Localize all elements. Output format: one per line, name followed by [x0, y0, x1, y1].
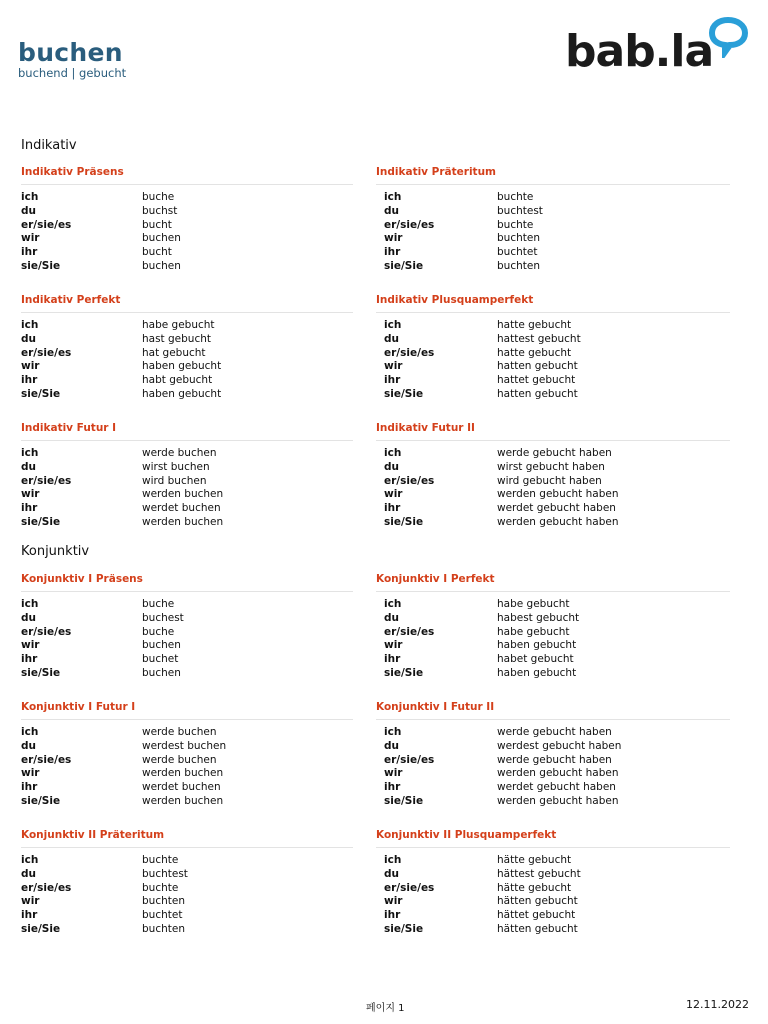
verb-form: buchten: [497, 259, 540, 272]
pronoun: wir: [21, 232, 40, 245]
conjugation-row: [21, 232, 353, 246]
verb-form: werden buchen: [142, 488, 224, 501]
conjugation-row: [376, 347, 730, 361]
tense-title: Konjunktiv I Futur I: [21, 701, 136, 713]
conjugation-row: [21, 868, 353, 882]
pronoun: wir: [384, 488, 403, 501]
pronoun: sie/Sie: [384, 515, 424, 528]
pronoun: ich: [21, 854, 39, 866]
verb-form: werden buchen: [142, 767, 224, 780]
verb-form: buchte: [142, 854, 179, 866]
conjugation-row: [376, 781, 730, 795]
verb-form: buchten: [142, 922, 185, 935]
verb-form: wird buchen: [142, 474, 207, 487]
pronoun: sie/Sie: [384, 922, 424, 935]
verb-form: buche: [142, 598, 175, 610]
verb-form: buchen: [142, 232, 181, 245]
conjugation-row: [376, 854, 730, 868]
verb-form: hatte gebucht: [497, 346, 572, 359]
conjugation-row: [21, 767, 353, 781]
conjugation-row: [376, 767, 730, 781]
verb-form: werde gebucht haben: [497, 753, 612, 766]
conjugation-row: [21, 740, 353, 754]
verb-form: wird gebucht haben: [497, 474, 602, 487]
verb-form: werde buchen: [142, 753, 217, 766]
pronoun: wir: [384, 232, 403, 245]
verb-form: buchte: [497, 218, 534, 231]
conjugation-row: [21, 667, 353, 681]
verb-form: habest gebucht: [497, 611, 580, 624]
conjugation-row: [376, 260, 730, 274]
tense-block: [21, 420, 353, 530]
conjugation-row: [21, 781, 353, 795]
verb-form: werdest gebucht haben: [497, 739, 622, 752]
verb-form: habe gebucht: [497, 625, 570, 638]
pronoun: er/sie/es: [384, 346, 435, 359]
mood-heading-konjunktiv: Konjunktiv: [21, 544, 90, 559]
tense-block: [376, 827, 730, 937]
verb-form: hättet gebucht: [497, 909, 576, 922]
verb-form: buchen: [142, 666, 181, 679]
verb-form: hätte gebucht: [497, 854, 572, 866]
verb-form: haben gebucht: [497, 666, 577, 679]
pronoun: ihr: [384, 909, 401, 922]
tense-title: Konjunktiv II Plusquamperfekt: [376, 829, 557, 841]
verb-form: habe gebucht: [497, 598, 570, 610]
pronoun: er/sie/es: [384, 218, 435, 231]
verb-form: werde gebucht haben: [497, 726, 612, 738]
pronoun: du: [384, 332, 399, 345]
tense-title: Konjunktiv I Präsens: [21, 573, 143, 585]
verb-form: werden gebucht haben: [497, 488, 619, 501]
verb-form: buchst: [142, 204, 178, 217]
pronoun: du: [384, 739, 399, 752]
divider: [376, 184, 730, 185]
divider: [376, 719, 730, 720]
verb-form: hatten gebucht: [497, 387, 578, 400]
divider: [376, 847, 730, 848]
pronoun: sie/Sie: [21, 259, 61, 272]
conjugation-row: [21, 854, 353, 868]
verb-form: buche: [142, 191, 175, 203]
pronoun: sie/Sie: [21, 666, 61, 679]
pronoun: er/sie/es: [384, 753, 435, 766]
pronoun: ich: [21, 598, 39, 610]
conjugation-row: [21, 795, 353, 809]
tense-title: Indikativ Futur I: [21, 422, 117, 434]
pronoun: du: [21, 204, 36, 217]
verb-form: werde gebucht haben: [497, 447, 612, 459]
conjugation-row: [376, 868, 730, 882]
pronoun: wir: [21, 767, 40, 780]
tense-block: [21, 292, 353, 402]
conjugation-row: [21, 909, 353, 923]
verb-form: hättest gebucht: [497, 867, 581, 880]
verb-form: hatte gebucht: [497, 319, 572, 331]
verb-form: wirst buchen: [142, 460, 210, 473]
tense-title: Indikativ Perfekt: [21, 294, 121, 306]
conjugation-row: [21, 598, 353, 612]
verb-form: hatten gebucht: [497, 360, 578, 373]
conjugation-row: [21, 191, 353, 205]
divider: [376, 440, 730, 441]
pronoun: ihr: [384, 502, 401, 515]
conjugation-row: [376, 388, 730, 402]
conjugation-row: [376, 754, 730, 768]
pronoun: wir: [384, 360, 403, 373]
tense-block: [21, 571, 353, 681]
conjugation-row: [376, 219, 730, 233]
verb-participles: buchend | gebucht: [18, 66, 127, 80]
conjugation-row: [21, 360, 353, 374]
pronoun: sie/Sie: [384, 794, 424, 807]
verb-form: werde buchen: [142, 726, 217, 738]
verb-form: bucht: [142, 246, 172, 259]
divider: [376, 312, 730, 313]
pronoun: er/sie/es: [21, 753, 72, 766]
pronoun: du: [21, 867, 36, 880]
verb-form: werde buchen: [142, 447, 217, 459]
pronoun: du: [21, 332, 36, 345]
conjugation-row: [376, 639, 730, 653]
verb-form: buchtest: [142, 867, 188, 880]
divider: [21, 591, 353, 592]
tense-title: Konjunktiv II Präteritum: [21, 829, 165, 841]
conjugation-row: [376, 374, 730, 388]
pronoun: ich: [384, 447, 402, 459]
conjugation-row: [376, 626, 730, 640]
conjugation-row: [376, 740, 730, 754]
conjugation-row: [21, 612, 353, 626]
pronoun: wir: [21, 895, 40, 908]
verb-form: buchtest: [497, 204, 543, 217]
pronoun: du: [21, 611, 36, 624]
pronoun: ihr: [21, 246, 38, 259]
verb-form: buchten: [142, 895, 185, 908]
babla-logo[interactable]: [565, 16, 755, 82]
pronoun: ihr: [21, 653, 38, 666]
verb-form: werden gebucht haben: [497, 794, 619, 807]
pronoun: ich: [384, 854, 402, 866]
verb-form: habet gebucht: [497, 653, 574, 666]
pronoun: sie/Sie: [384, 259, 424, 272]
tense-title: Indikativ Präsens: [21, 166, 124, 178]
conjugation-row: [376, 461, 730, 475]
tense-title: Konjunktiv I Futur II: [376, 701, 495, 713]
pronoun: du: [384, 204, 399, 217]
conjugation-row: [21, 260, 353, 274]
conjugation-row: [376, 319, 730, 333]
verb-form: buchten: [497, 232, 540, 245]
verb-form: hast gebucht: [142, 332, 212, 345]
conjugation-row: [21, 475, 353, 489]
conjugation-row: [21, 923, 353, 937]
pronoun: ihr: [384, 374, 401, 387]
tense-block: [21, 827, 353, 937]
conjugation-row: [21, 347, 353, 361]
conjugation-row: [21, 882, 353, 896]
pronoun: du: [21, 739, 36, 752]
tense-block: [376, 164, 730, 274]
divider: [21, 312, 353, 313]
verb-form: werden gebucht haben: [497, 767, 619, 780]
pronoun: du: [384, 867, 399, 880]
pronoun: ihr: [21, 374, 38, 387]
pronoun: wir: [384, 639, 403, 652]
conjugation-row: [21, 726, 353, 740]
pronoun: du: [384, 460, 399, 473]
conjugation-row: [376, 726, 730, 740]
conjugation-row: [21, 374, 353, 388]
pronoun: wir: [21, 360, 40, 373]
verb-form: werden buchen: [142, 515, 224, 528]
conjugation-row: [21, 246, 353, 260]
conjugation-row: [376, 923, 730, 937]
tense-block: [21, 699, 353, 809]
pronoun: wir: [21, 488, 40, 501]
conjugation-row: [376, 360, 730, 374]
tense-block: [376, 292, 730, 402]
conjugation-row: [21, 219, 353, 233]
verb-form: werdet gebucht haben: [497, 502, 616, 515]
conjugation-row: [376, 191, 730, 205]
verb-form: werden gebucht haben: [497, 515, 619, 528]
pronoun: er/sie/es: [21, 474, 72, 487]
conjugation-row: [376, 909, 730, 923]
tense-title: Indikativ Futur II: [376, 422, 475, 434]
pronoun: er/sie/es: [21, 218, 72, 231]
pronoun: ihr: [21, 909, 38, 922]
conjugation-row: [21, 639, 353, 653]
conjugation-row: [376, 205, 730, 219]
conjugation-row: [376, 488, 730, 502]
conjugation-row: [376, 612, 730, 626]
pronoun: sie/Sie: [21, 387, 61, 400]
conjugation-row: [21, 516, 353, 530]
verb-form: habe gebucht: [142, 319, 215, 331]
pronoun: ich: [21, 447, 39, 459]
conjugation-row: [21, 333, 353, 347]
pronoun: er/sie/es: [21, 881, 72, 894]
pronoun: wir: [21, 639, 40, 652]
pronoun: sie/Sie: [21, 794, 61, 807]
pronoun: sie/Sie: [21, 922, 61, 935]
pronoun: ihr: [21, 502, 38, 515]
conjugation-row: [21, 754, 353, 768]
verb-title: buchen: [18, 38, 123, 67]
verb-form: bucht: [142, 218, 172, 231]
divider: [21, 184, 353, 185]
pronoun: er/sie/es: [384, 881, 435, 894]
conjugation-row: [376, 516, 730, 530]
logo-text: bab.la: [565, 26, 714, 77]
conjugation-row: [21, 205, 353, 219]
divider: [21, 440, 353, 441]
speech-bubble-icon: [705, 16, 751, 58]
pronoun: ihr: [384, 781, 401, 794]
divider: [21, 719, 353, 720]
pronoun: er/sie/es: [384, 474, 435, 487]
pronoun: sie/Sie: [21, 515, 61, 528]
pronoun: sie/Sie: [384, 666, 424, 679]
conjugation-row: [21, 319, 353, 333]
conjugation-row: [376, 895, 730, 909]
verb-form: haben gebucht: [142, 387, 222, 400]
conjugation-row: [21, 502, 353, 516]
pronoun: ich: [384, 598, 402, 610]
pronoun: er/sie/es: [384, 625, 435, 638]
verb-form: buchte: [497, 191, 534, 203]
verb-form: buche: [142, 625, 175, 638]
verb-form: werden buchen: [142, 794, 224, 807]
conjugation-row: [21, 388, 353, 402]
verb-form: hätten gebucht: [497, 895, 578, 908]
tense-title: Indikativ Plusquamperfekt: [376, 294, 534, 306]
verb-form: buchest: [142, 611, 184, 624]
verb-form: haben gebucht: [142, 360, 222, 373]
conjugation-row: [376, 447, 730, 461]
conjugation-row: [376, 795, 730, 809]
verb-form: buchtet: [142, 909, 183, 922]
conjugation-row: [376, 232, 730, 246]
conjugation-row: [376, 502, 730, 516]
tense-block: [376, 571, 730, 681]
pronoun: ich: [21, 726, 39, 738]
pronoun: ich: [21, 191, 39, 203]
conjugation-row: [376, 667, 730, 681]
pronoun: wir: [384, 895, 403, 908]
tense-block: [21, 164, 353, 274]
conjugation-row: [21, 447, 353, 461]
conjugation-row: [21, 653, 353, 667]
verb-form: haben gebucht: [497, 639, 577, 652]
tense-block: [376, 699, 730, 809]
mood-heading-indikativ: Indikativ: [21, 138, 77, 153]
verb-form: werdet buchen: [142, 781, 221, 794]
divider: [21, 847, 353, 848]
verb-form: hattet gebucht: [497, 374, 576, 387]
verb-form: hätten gebucht: [497, 922, 578, 935]
pronoun: ich: [384, 319, 402, 331]
pronoun: du: [21, 460, 36, 473]
verb-form: wirst gebucht haben: [497, 460, 605, 473]
conjugation-row: [21, 626, 353, 640]
pronoun: er/sie/es: [21, 346, 72, 359]
conjugation-row: [376, 475, 730, 489]
pronoun: ihr: [21, 781, 38, 794]
pronoun: ihr: [384, 653, 401, 666]
print-date: 12.11.2022: [686, 998, 749, 1011]
verb-form: buchen: [142, 639, 181, 652]
tense-block: [376, 420, 730, 530]
conjugation-row: [376, 333, 730, 347]
pronoun: ihr: [384, 246, 401, 259]
verb-form: buchtet: [497, 246, 538, 259]
tense-title: Indikativ Präteritum: [376, 166, 496, 178]
divider: [376, 591, 730, 592]
pronoun: er/sie/es: [21, 625, 72, 638]
pronoun: ich: [21, 319, 39, 331]
conjugation-row: [21, 461, 353, 475]
verb-form: hat gebucht: [142, 346, 206, 359]
verb-form: buchte: [142, 881, 179, 894]
page-number: 페이지 1: [366, 1003, 405, 1014]
verb-form: werdet gebucht haben: [497, 781, 616, 794]
verb-form: buchet: [142, 653, 179, 666]
verb-form: werdet buchen: [142, 502, 221, 515]
conjugation-row: [376, 598, 730, 612]
conjugation-row: [376, 882, 730, 896]
pronoun: ich: [384, 726, 402, 738]
verb-form: buchen: [142, 259, 181, 272]
conjugation-row: [21, 488, 353, 502]
tense-title: Konjunktiv I Perfekt: [376, 573, 495, 585]
pronoun: wir: [384, 767, 403, 780]
conjugation-row: [21, 895, 353, 909]
verb-form: habt gebucht: [142, 374, 213, 387]
verb-form: hattest gebucht: [497, 332, 581, 345]
pronoun: du: [384, 611, 399, 624]
pronoun: ich: [384, 191, 402, 203]
pronoun: sie/Sie: [384, 387, 424, 400]
verb-form: hätte gebucht: [497, 881, 572, 894]
verb-form: werdest buchen: [142, 739, 227, 752]
conjugation-row: [376, 246, 730, 260]
conjugation-row: [376, 653, 730, 667]
